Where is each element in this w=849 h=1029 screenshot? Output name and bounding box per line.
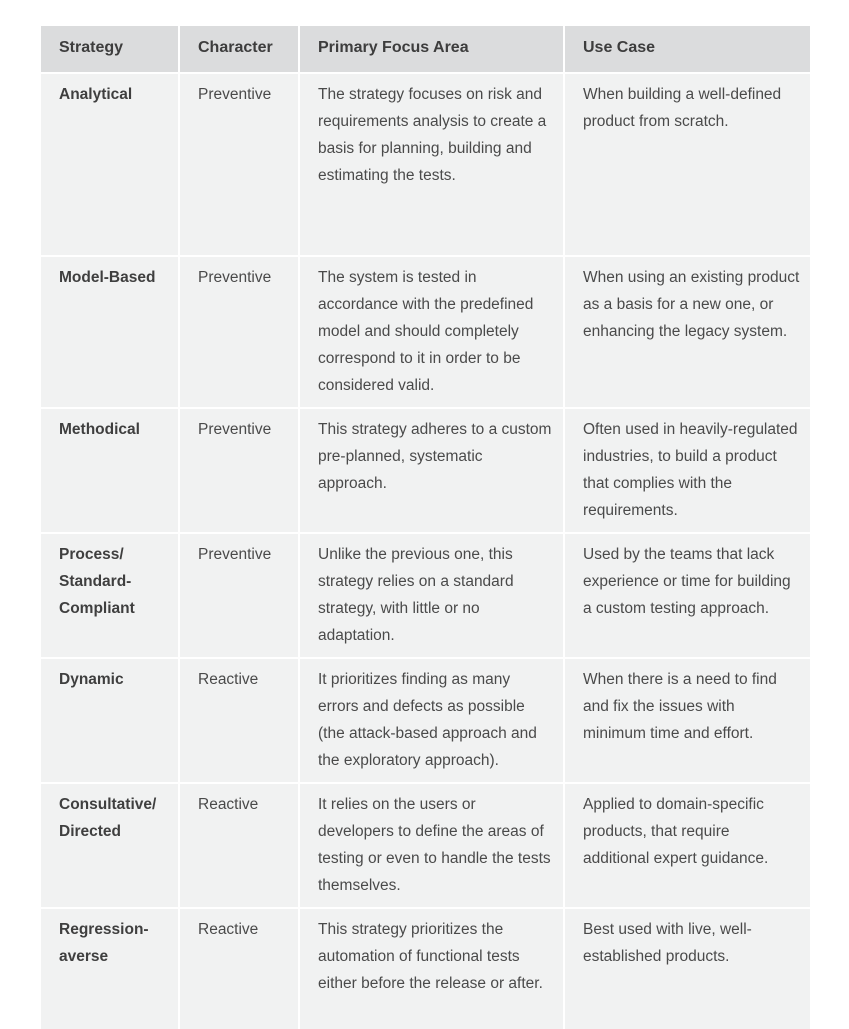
use-case-cell: When there is a need to find and fix the issues with minimum time and effort. — [565, 659, 810, 784]
strategy-cell: Consultative/ Directed — [41, 784, 180, 909]
character-cell: Preventive — [180, 409, 300, 534]
strategy-cell: Analytical — [41, 74, 180, 257]
table-row — [41, 534, 810, 659]
use-case-cell: When using an existing product as a basis for a new one, or enhancing the legacy system. — [565, 257, 810, 409]
table-row — [41, 74, 810, 257]
header-strategy: Strategy — [41, 26, 180, 74]
header-primary-focus-area: Primary Focus Area — [300, 26, 565, 74]
character-cell: Reactive — [180, 784, 300, 909]
table-row — [41, 909, 810, 1029]
table-row — [41, 784, 810, 909]
character-cell: Preventive — [180, 257, 300, 409]
focus-cell: This strategy prioritizes the automation of functional tests either before the release or after. — [300, 909, 565, 1029]
character-cell: Preventive — [180, 74, 300, 257]
table-row — [41, 659, 810, 784]
character-cell: Reactive — [180, 909, 300, 1029]
strategy-cell: Process/ Standard-Compliant — [41, 534, 180, 659]
use-case-cell: Applied to domain-specific products, that require additional expert guidance. — [565, 784, 810, 909]
use-case-cell: Best used with live, well-established products. — [565, 909, 810, 1029]
focus-cell: The strategy focuses on risk and requirements analysis to create a basis for planning, building and estimating the tests. — [300, 74, 565, 257]
header-row — [41, 26, 810, 74]
strategy-cell: Regression-averse — [41, 909, 180, 1029]
strategy-cell: Dynamic — [41, 659, 180, 784]
focus-cell: This strategy adheres to a custom pre-planned, systematic approach. — [300, 409, 565, 534]
table-row — [41, 409, 810, 534]
character-cell: Preventive — [180, 534, 300, 659]
focus-cell: Unlike the previous one, this strategy relies on a standard strategy, with little or no adaptation. — [300, 534, 565, 659]
strategy-table-container — [41, 26, 810, 1029]
strategy-cell: Model-Based — [41, 257, 180, 409]
use-case-cell: Often used in heavily-regulated industries, to build a product that complies with the requirements. — [565, 409, 810, 534]
strategy-cell: Methodical — [41, 409, 180, 534]
header-character: Character — [180, 26, 300, 74]
header-use-case: Use Case — [565, 26, 810, 74]
table-row — [41, 257, 810, 409]
use-case-cell: When building a well-defined product from scratch. — [565, 74, 810, 257]
use-case-cell: Used by the teams that lack experience or time for building a custom testing approach. — [565, 534, 810, 659]
focus-cell: It prioritizes finding as many errors and defects as possible (the attack-based approach and the exploratory approach). — [300, 659, 565, 784]
character-cell: Reactive — [180, 659, 300, 784]
focus-cell: The system is tested in accordance with the predefined model and should completely correspond to it in order to be considered valid. — [300, 257, 565, 409]
strategy-table — [41, 26, 810, 1029]
focus-cell: It relies on the users or developers to define the areas of testing or even to handle the tests themselves. — [300, 784, 565, 909]
